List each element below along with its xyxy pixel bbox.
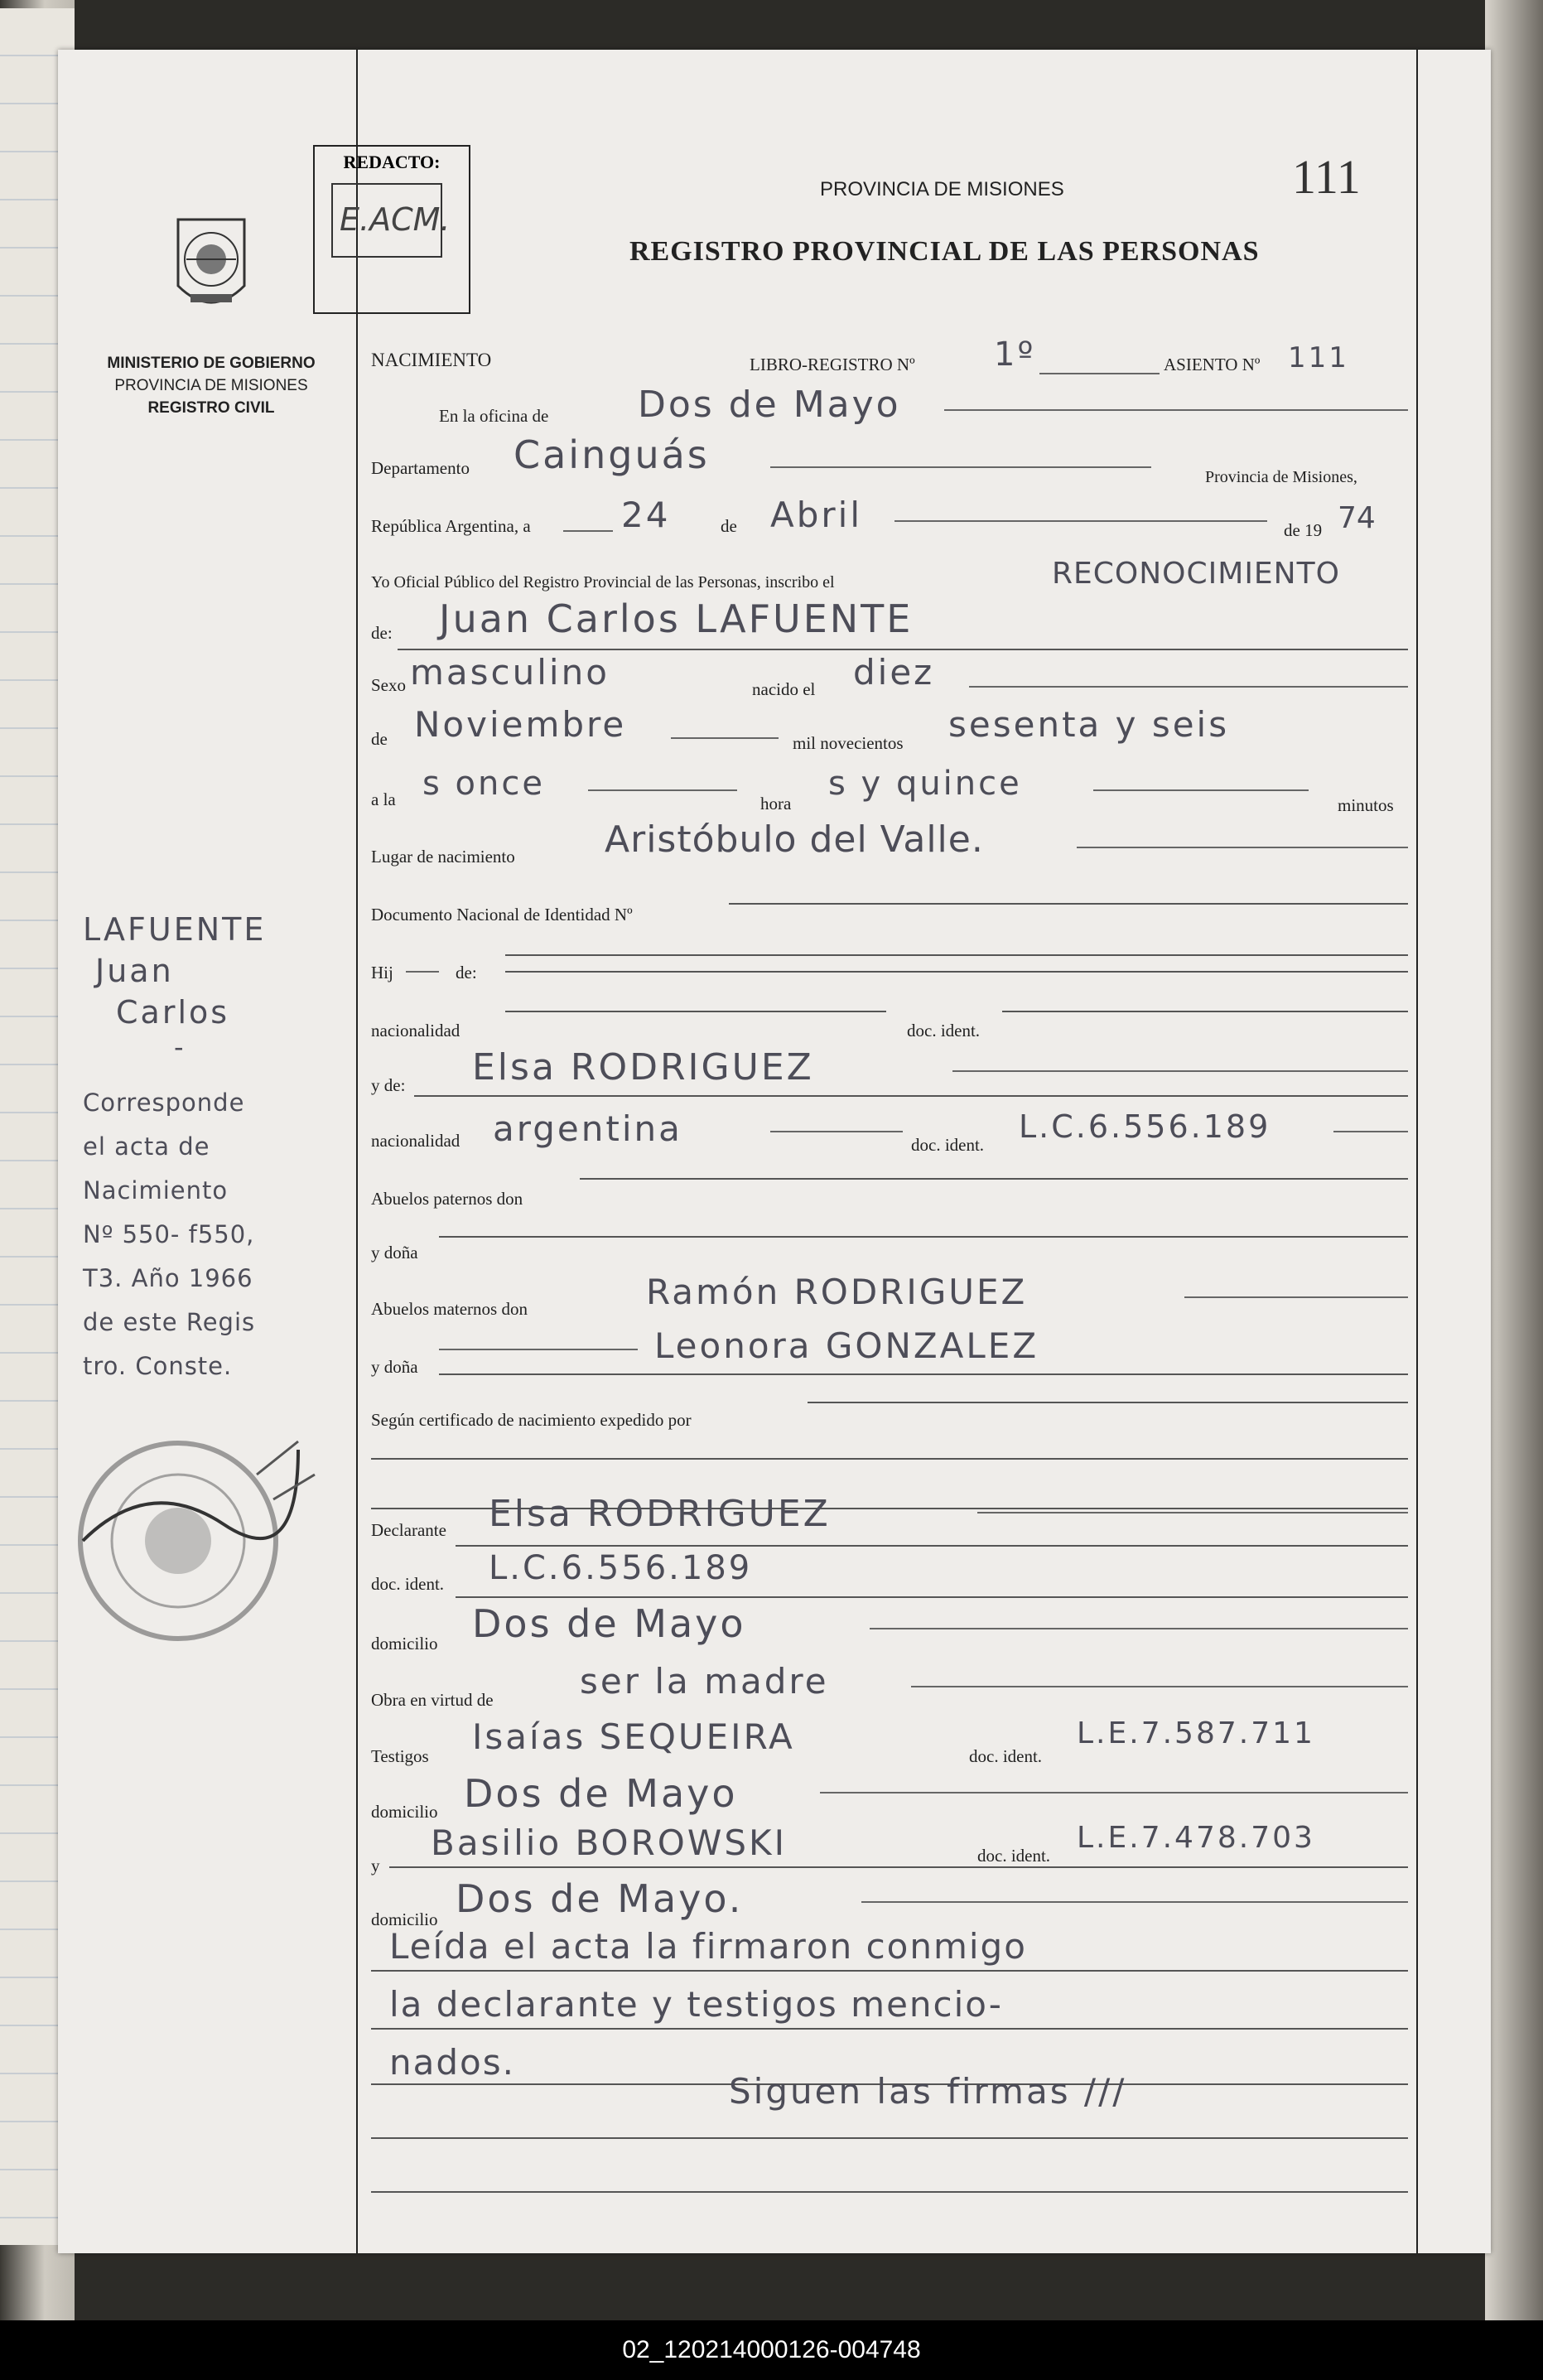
testigo1-value: Isaías SEQUEIRA [472, 1716, 795, 1757]
abuelo-materno-value: Ramón RODRIGUEZ [646, 1272, 1028, 1312]
madre-value: Elsa RODRIGUEZ [472, 1046, 814, 1089]
margin-firstname: Juan [95, 953, 174, 989]
nacido-value: diez [853, 652, 935, 693]
domicilio-t2-label: domicilio [371, 1909, 438, 1929]
doc-t1-value: L.E.7.587.711 [1077, 1716, 1315, 1750]
dia-value: 24 [621, 495, 671, 535]
departamento-value: Cainguás [514, 432, 710, 477]
novecientos-label: mil novecientos [793, 733, 904, 753]
margin-dash: - [174, 1031, 186, 1063]
provincial-seal-icon [162, 211, 261, 323]
redacto-box [313, 145, 470, 314]
note-line: Corresponde [83, 1089, 245, 1117]
republica-label: República Argentina, a [371, 516, 531, 536]
de3-label: de [371, 729, 388, 749]
doc-ident-label: doc. ident. [907, 1021, 981, 1040]
inscribo-value: RECONOCIMIENTO [1052, 557, 1340, 591]
margin-surname: LAFUENTE [83, 911, 267, 948]
testigos-label: Testigos [371, 1746, 429, 1766]
declarante-value: Elsa RODRIGUEZ [489, 1493, 831, 1535]
yde-label: y de: [371, 1075, 406, 1095]
doc-madre-value: L.C.6.556.189 [1019, 1108, 1271, 1145]
abuelos-maternos-label: Abuelos maternos don [371, 1299, 528, 1319]
oficina-label: En la oficina de [439, 406, 549, 426]
note-line: Nº 550- f550, [83, 1220, 255, 1248]
nacionalidad2-value: argentina [493, 1108, 682, 1149]
lugar-value: Aristóbulo del Valle. [605, 818, 984, 861]
minutos-value: s y quince [828, 765, 1022, 803]
oficial-text: Yo Oficial Público del Registro Provincial de las Personas, inscribo el [371, 573, 835, 591]
hora-label: hora [760, 794, 792, 813]
declarante-label: Declarante [371, 1520, 446, 1540]
redacto-initials-box [331, 183, 451, 258]
nacimiento-label: NACIMIENTO [371, 350, 492, 370]
abuelos-paternos-label: Abuelos paternos don [371, 1189, 523, 1209]
ministry-heading [75, 352, 348, 419]
closing-line-2: la declarante y testigos mencio- [389, 1984, 1003, 2025]
image-code-bar [0, 2320, 1543, 2380]
ydona-label: y doña [371, 1243, 418, 1262]
image-code: 02_120214000126-004748 [622, 2336, 921, 2363]
nacido-label: nacido el [752, 679, 816, 699]
asiento-label: ASIENTO Nº [1164, 355, 1261, 374]
mes-value: Abril [770, 495, 862, 535]
ydona2-label: y doña [371, 1357, 418, 1377]
dni-label: Documento Nacional de Identidad Nº [371, 905, 633, 924]
asiento-value: 111 [1288, 341, 1349, 374]
nacionalidad-label: nacionalidad [371, 1021, 460, 1040]
libro-label: LIBRO-REGISTRO Nº [750, 355, 915, 374]
doc-decl-label: doc. ident. [371, 1574, 445, 1594]
register-page [58, 50, 1491, 2253]
domicilio-label: domicilio [371, 1634, 438, 1653]
obra-value: ser la madre [580, 1661, 829, 1702]
anio-nac-value: sesenta y seis [948, 704, 1230, 745]
sexo-label: Sexo [371, 675, 406, 695]
ministry-line: MINISTERIO DE GOBIERNO [107, 355, 316, 372]
domicilio-value: Dos de Mayo [472, 1601, 746, 1646]
doc-ident2-label: doc. ident. [911, 1135, 985, 1155]
closing-line-1: Leída el acta la firmaron conmigo [389, 1926, 1027, 1967]
hijo-de-label: de: [456, 963, 477, 982]
oficina-value: Dos de Mayo [638, 384, 901, 426]
provincia-suffix: Provincia de Misiones, [1205, 468, 1357, 486]
de-label: de [721, 516, 737, 536]
doc-t2-value: L.E.7.478.703 [1077, 1821, 1315, 1855]
margin-annotation [83, 1081, 255, 1388]
note-line: Nacimiento [83, 1176, 229, 1204]
sexo-value: masculino [410, 652, 610, 693]
note-line: de este Regis [83, 1308, 256, 1336]
note-line: tro. Conste. [83, 1352, 233, 1380]
note-line: T3. Año 1966 [83, 1264, 253, 1292]
nacionalidad2-label: nacionalidad [371, 1131, 460, 1151]
page-number: 111 [1292, 150, 1361, 204]
doc-decl-value: L.C.6.556.189 [489, 1549, 753, 1587]
minutos-label: minutos [1338, 795, 1394, 815]
domicilio-t1-value: Dos de Mayo [464, 1771, 738, 1816]
background-right [1485, 0, 1543, 2380]
domicilio-t1-label: domicilio [371, 1802, 438, 1822]
redacto-label: REDACTO: [343, 152, 441, 172]
official-stamp-icon [50, 1425, 323, 1649]
right-border [1416, 50, 1418, 2253]
province-heading: PROVINCIA DE MISIONES [820, 178, 1064, 200]
mes-nac-value: Noviembre [414, 704, 627, 745]
doc-t2-label: doc. ident. [977, 1846, 1051, 1866]
hora-value: s once [422, 765, 545, 803]
closing-line-3: nados. [389, 2042, 515, 2083]
hijo-label: Hij [371, 963, 393, 982]
province-line: PROVINCIA DE MISIONES [114, 377, 308, 394]
abuela-materna-value: Leonora GONZALEZ [654, 1325, 1039, 1366]
margin-secondname: Carlos [116, 994, 230, 1031]
testigo2-value: Basilio BOROWSKI [431, 1822, 787, 1863]
certificado-label: Según certificado de nacimiento expedido por [371, 1410, 692, 1430]
doc-t1-label: doc. ident. [969, 1746, 1043, 1766]
libro-value: 1º [994, 336, 1036, 374]
nombre-value: Juan Carlos LAFUENTE [439, 596, 914, 641]
note-line: el acta de [83, 1132, 210, 1161]
siguen-firmas: Siguen las firmas /// [729, 2071, 1127, 2112]
civil-registry-line: REGISTRO CIVIL [147, 399, 275, 417]
de2-label: de: [371, 623, 393, 643]
lugar-label: Lugar de nacimiento [371, 847, 515, 867]
ala-label: a la [371, 789, 396, 809]
margin-divider [356, 50, 358, 2253]
anio-label: de 19 [1284, 520, 1323, 540]
anio-value: 74 [1338, 501, 1376, 535]
domicilio-t2-value: Dos de Mayo. [456, 1876, 744, 1921]
registry-heading: REGISTRO PROVINCIAL DE LAS PERSONAS [629, 236, 1260, 267]
departamento-label: Departamento [371, 458, 470, 478]
redacto-initials: E.ACM. [340, 201, 451, 238]
y-label: y [371, 1856, 380, 1876]
obra-label: Obra en virtud de [371, 1690, 494, 1710]
